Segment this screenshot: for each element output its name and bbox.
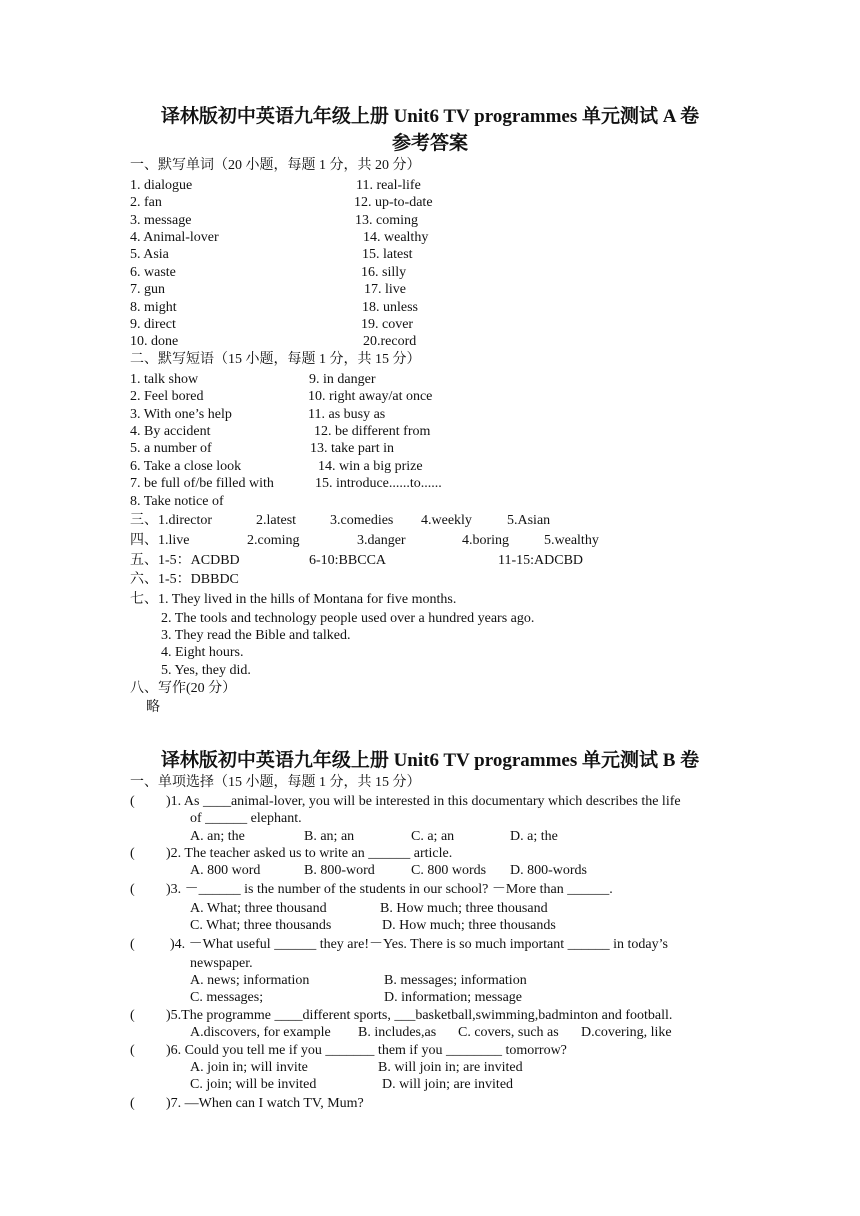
phrase-item: 3. With one’s help [130, 407, 232, 422]
option: A. join in; will invite [190, 1060, 308, 1075]
word-item: 3. message [130, 213, 192, 228]
section2-heading: 二、默写短语（15 小题，每题 1 分，共 15 分） [130, 352, 421, 367]
question-stem: )6. Could you tell me if you _______ them if you ________ tomorrow? [166, 1043, 567, 1058]
answer-item: 1-5：DBBDC [158, 572, 239, 587]
question-stem: of ______ elephant. [190, 811, 302, 826]
option: A. 800 word [190, 863, 261, 878]
answer-paren: ( [130, 1096, 135, 1111]
word-item: 9. direct [130, 317, 176, 332]
word-item: 4. Animal-lover [130, 230, 219, 245]
question-stem: )5.The programme ____different sports, ___basketball,swimming,badminton and football. [166, 1008, 673, 1023]
section8-heading: 八、写作(20 分） [130, 681, 237, 696]
phrase-item: 14. win a big prize [318, 459, 423, 474]
option: B. 800-word [304, 863, 375, 878]
section5-label: 五、 [130, 553, 158, 568]
answer-item: 1.director [158, 513, 213, 528]
option: C. join; will be invited [190, 1077, 317, 1092]
option: B. messages; information [384, 973, 527, 988]
phrase-item: 11. as busy as [308, 407, 386, 422]
answer-item: 6-10:BBCCA [309, 553, 387, 568]
phrase-item: 12. be different from [314, 424, 431, 439]
word-item: 6. waste [130, 265, 176, 280]
answer-item: 5.wealthy [544, 533, 599, 548]
option: A. news; information [190, 973, 310, 988]
option: D. How much; three thousands [382, 918, 556, 933]
answer-sentence: 3. They read the Bible and talked. [161, 628, 351, 643]
section6-label: 六、 [130, 572, 158, 587]
option: C. messages; [190, 990, 264, 1005]
answer-item: 3.comedies [330, 513, 394, 528]
answer-item: 3.danger [357, 533, 406, 548]
word-item: 1. dialogue [130, 178, 193, 193]
answer-sentence: 2. The tools and technology people used over a hundred years ago. [161, 611, 535, 626]
word-item: 10. done [130, 334, 179, 349]
answer-sentence: 4. Eight hours. [161, 645, 244, 660]
phrase-item: 6. Take a close look [130, 459, 242, 474]
phrase-item: 9. in danger [309, 372, 376, 387]
word-item: 7. gun [130, 282, 165, 297]
part-b-heading: 一、单项选择（15 小题，每题 1 分，共 15 分） [130, 775, 421, 790]
section3-label: 三、 [130, 513, 158, 528]
part-a-title: 译林版初中英语九年级上册 Unit6 TV programmes 单元测试 A 卷 [160, 106, 700, 127]
question-stem: )3. －______ is the number of the students in our school? －More than ______. [166, 882, 613, 897]
word-item: 20.record [363, 334, 417, 349]
option: A. an; the [190, 829, 245, 844]
answer-paren: ( [130, 882, 135, 897]
answer-sentence: 1. They lived in the hills of Montana for five months. [158, 592, 457, 607]
answer-item: 11-15:ADCBD [498, 553, 584, 568]
answer-item: 4.weekly [421, 513, 472, 528]
word-item: 19. cover [361, 317, 414, 332]
answer-item: 2.coming [247, 533, 300, 548]
phrase-item: 2. Feel bored [130, 389, 204, 404]
option: D. will join; are invited [382, 1077, 514, 1092]
answer-sentence: 5. Yes, they did. [161, 663, 251, 678]
answer-paren: ( [130, 794, 135, 809]
option: C. a; an [411, 829, 455, 844]
phrase-item: 4. By accident [130, 424, 211, 439]
question-stem: )7. —When can I watch TV, Mum? [166, 1096, 364, 1111]
phrase-item: 13. take part in [310, 441, 394, 456]
option: B. will join in; are invited [378, 1060, 523, 1075]
option: A. What; three thousand [190, 901, 327, 916]
word-item: 8. might [130, 300, 177, 315]
phrase-item: 5. a number of [130, 441, 212, 456]
phrase-item: 10. right away/at once [308, 389, 433, 404]
word-item: 18. unless [362, 300, 418, 315]
phrase-item: 8. Take notice of [130, 494, 224, 509]
option: C. What; three thousands [190, 918, 332, 933]
phrase-item: 1. talk show [130, 372, 199, 387]
option: D. a; the [510, 829, 558, 844]
phrase-item: 15. introduce......to...... [315, 476, 442, 491]
section7-label: 七、 [130, 592, 158, 607]
word-item: 2. fan [130, 195, 162, 210]
option: B. includes,as [358, 1025, 437, 1040]
answer-item: 5.Asian [507, 513, 551, 528]
part-a-subtitle: 参考答案 [391, 133, 468, 154]
answer-item: 4.boring [462, 533, 510, 548]
section1-heading: 一、默写单词（20 小题，每题 1 分，共 20 分） [130, 158, 421, 173]
word-item: 11. real-life [356, 178, 421, 193]
word-item: 17. live [364, 282, 406, 297]
part-b-title: 译林版初中英语九年级上册 Unit6 TV programmes 单元测试 B 卷 [160, 750, 700, 771]
question-stem: )2. The teacher asked us to write an ______ article. [166, 846, 453, 861]
answer-paren: ( [130, 937, 135, 952]
answer-paren: ( [130, 1008, 135, 1023]
option: A.discovers, for example [190, 1025, 331, 1040]
answer-paren: ( [130, 846, 135, 861]
option: D. information; message [384, 990, 523, 1005]
option: D.covering, like [581, 1025, 672, 1040]
option: B. How much; three thousand [380, 901, 548, 916]
question-stem: )4. －What useful ______ they are!－Yes. There is so much important ______ in today’s [170, 937, 668, 952]
question-stem: )1. As ____animal-lover, you will be interested in this documentary which describes the life [166, 794, 681, 809]
answer-item: 1.live [158, 533, 190, 548]
word-item: 14. wealthy [363, 230, 429, 245]
answer-item: 2.latest [256, 513, 297, 528]
option: C. covers, such as [458, 1025, 559, 1040]
omitted-note: 略 [146, 700, 160, 715]
word-item: 12. up-to-date [354, 195, 433, 210]
option: D. 800-words [510, 863, 587, 878]
word-item: 15. latest [362, 247, 413, 262]
phrase-item: 7. be full of/be filled with [130, 476, 274, 491]
option: B. an; an [304, 829, 355, 844]
option: C. 800 words [411, 863, 487, 878]
question-stem: newspaper. [190, 956, 253, 971]
answer-item: 1-5：ACDBD [158, 553, 240, 568]
word-item: 13. coming [355, 213, 418, 228]
section4-label: 四、 [130, 533, 158, 548]
word-item: 5. Asia [130, 247, 169, 262]
answer-paren: ( [130, 1043, 135, 1058]
word-item: 16. silly [361, 265, 407, 280]
